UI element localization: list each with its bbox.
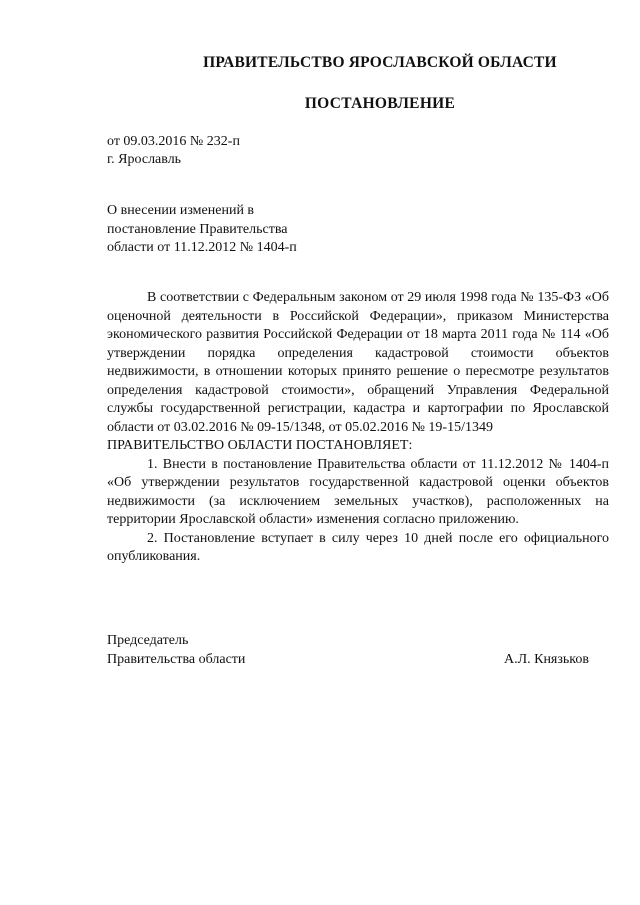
document-body	[107, 289, 609, 567]
subject-line-3: области от 11.12.2012 № 1404-п	[107, 240, 297, 255]
item-1-paragraph: 1. Внести в постановление Правительства области от 11.12.2012 № 1404-п «Об утверждении результатов государственной кадастровой оценки объектов недвижимости (за исключением земельных участков), расположенных на территории Ярославской области» изменения согласно приложению.	[107, 456, 609, 527]
document-subject	[107, 202, 297, 258]
signer-position-line-1: Председатель	[107, 633, 189, 648]
preamble-paragraph: В соответствии с Федеральным законом от 29 июля 1998 года № 135-ФЗ «Об оценочной деятельности в Российской Федерации», приказом Министерства экономического развития Российской Федерации от 18 марта 2011 года № 114 «Об утверждении порядка определения кадастровой стоимости объектов недвижимости, в отношении которых принято решение о пересмотре результатов определения кадастровой стоимости», обращений Управления Федеральной службы государственной регистрации, кадастра и картографии по Ярославской области от 03.02.2016 № 09-15/1348, от 05.02.2016 № 19-15/1349	[107, 290, 609, 435]
resolves-heading: ПРАВИТЕЛЬСТВО ОБЛАСТИ ПОСТАНОВЛЯЕТ:	[107, 438, 413, 453]
city: г. Ярославль	[107, 152, 182, 167]
signer-name: А.Л. Князьков	[504, 651, 589, 667]
date-number: от 09.03.2016 № 232-п	[107, 134, 240, 149]
subject-line-1: О внесении изменений в	[107, 203, 255, 218]
document-meta	[107, 133, 240, 169]
organization-title: ПРАВИТЕЛЬСТВО ЯРОСЛАВСКОЙ ОБЛАСТИ	[203, 54, 557, 71]
signer-position-line-2: Правительства области	[107, 651, 246, 667]
signature-row	[107, 651, 589, 670]
subject-line-2: постановление Правительства	[107, 221, 288, 237]
item-2-paragraph: 2. Постановление вступает в силу через 10 дней после его официального опубликования.	[107, 530, 609, 564]
signature-block	[107, 632, 589, 669]
document-type: ПОСТАНОВЛЕНИЕ	[304, 95, 456, 112]
